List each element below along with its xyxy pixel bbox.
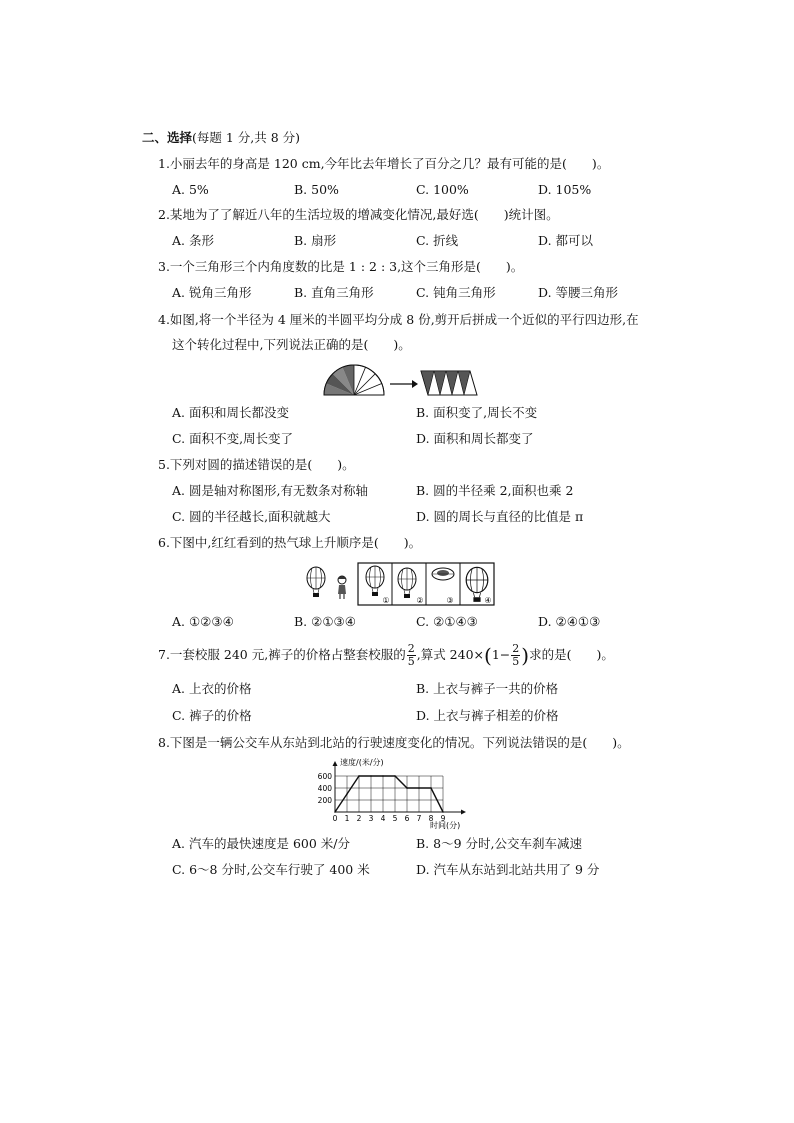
q6-option-d[interactable]: D. ②④①③	[538, 614, 601, 629]
data-point	[418, 787, 420, 789]
q4-option-b[interactable]: B. 面积变了,周长不变	[416, 405, 538, 420]
q7-option-a[interactable]: A. 上衣的价格	[172, 681, 252, 696]
q2-option-c[interactable]: C. 折线	[416, 233, 459, 248]
q7-fraction-2	[511, 643, 520, 668]
q7-stem-b: ,算式 240×	[416, 647, 484, 662]
x-tick-label: 3	[368, 814, 374, 823]
x-tick-label: 7	[416, 814, 422, 823]
x-tick-label: 2	[356, 814, 362, 823]
data-point	[370, 775, 372, 777]
q1-option-d[interactable]: D. 105%	[538, 182, 592, 197]
q5-option-d[interactable]: D. 圆的周长与直径的比值是 π	[416, 509, 584, 524]
q2-option-d[interactable]: D. 都可以	[538, 233, 594, 248]
question-7-stem	[158, 642, 614, 668]
q6-option-a[interactable]: A. ①②③④	[172, 614, 234, 629]
question-2-stem: 2.某地为了了解近八年的生活垃圾的增减变化情况,最好选( )统计图。	[158, 207, 559, 222]
q8-option-c[interactable]: C. 6～8 分时,公交车行驶了 400 米	[172, 862, 370, 877]
q2-option-a[interactable]: A. 条形	[172, 233, 214, 248]
q6-option-c[interactable]: C. ②①④③	[416, 614, 478, 629]
panel-label-2: ②	[416, 596, 424, 605]
x-tick-label: 9	[440, 814, 446, 823]
x-tick-label: 0	[332, 814, 338, 823]
q7-stem-c: 求的是( )。	[529, 647, 614, 662]
y-tick-label: 200	[317, 796, 332, 805]
q1-option-c[interactable]: C. 100%	[416, 182, 469, 197]
q7-frac1-num: 2	[407, 642, 415, 655]
data-point	[346, 793, 348, 795]
panel-label-3: ③	[446, 596, 454, 605]
q8-option-a[interactable]: A. 汽车的最快速度是 600 米/分	[172, 836, 350, 851]
question-4-stem-line2: 这个转化过程中,下列说法正确的是( )。	[172, 337, 411, 352]
q2-option-b[interactable]: B. 扇形	[294, 233, 337, 248]
q5-option-a[interactable]: A. 圆是轴对称图形,有无数条对称轴	[172, 483, 368, 498]
q7-option-d[interactable]: D. 上衣与裤子相差的价格	[416, 708, 559, 723]
q7-option-b[interactable]: B. 上衣与裤子一共的价格	[416, 681, 559, 696]
q6-option-b[interactable]: B. ②①③④	[294, 614, 356, 629]
panel-label-1: ①	[382, 596, 390, 605]
q1-option-b[interactable]: B. 50%	[294, 182, 339, 197]
balloon-panels	[358, 563, 494, 605]
data-point	[334, 811, 336, 813]
series-line	[335, 776, 443, 812]
q1-option-a[interactable]: A. 5%	[172, 182, 209, 197]
chart-grid	[335, 776, 443, 812]
question-1-stem: 1.小丽去年的身高是 120 cm,今年比去年增长了百分之几？最有可能的是( )。	[158, 156, 610, 171]
x-tick-label: 5	[392, 814, 398, 823]
q7-one-minus: 1−	[491, 647, 511, 662]
q7-frac1-den: 5	[407, 655, 415, 668]
chart-ylabel: 速度/(米/分)	[340, 758, 384, 767]
question-4-stem-line1: 4.如图,将一个半径为 4 厘米的半圆平均分成 8 份,剪开后拼成一个近似的平行四边形,在	[158, 312, 639, 327]
parallelogram-icon	[421, 371, 477, 395]
x-tick-label: 6	[404, 814, 410, 823]
q7-frac2-num: 2	[512, 642, 520, 655]
q8-option-d[interactable]: D. 汽车从东站到北站共用了 9 分	[416, 862, 600, 877]
q7-frac2-den: 5	[512, 655, 520, 668]
q4-option-d[interactable]: D. 面积和周长都变了	[416, 431, 534, 446]
chart-xlabel: 时间(分)	[430, 821, 461, 830]
y-tick-label: 400	[317, 784, 332, 793]
speed-chart	[300, 755, 470, 831]
q3-option-d[interactable]: D. 等腰三角形	[538, 285, 619, 300]
data-point	[406, 787, 408, 789]
semicircle-icon	[324, 365, 384, 395]
q3-option-a[interactable]: A. 锐角三角形	[172, 285, 252, 300]
right-arrow-icon	[390, 380, 418, 388]
question-3-stem: 3.一个三角形三个内角度数的比是 1 : 2 : 3,这个三角形是( )。	[158, 259, 524, 274]
chart-series	[334, 775, 444, 813]
x-axis-arrow-icon	[461, 810, 466, 815]
x-tick-label: 1	[344, 814, 350, 823]
q7-option-c[interactable]: C. 裤子的价格	[172, 708, 252, 723]
q3-option-c[interactable]: C. 钝角三角形	[416, 285, 496, 300]
q3-option-b[interactable]: B. 直角三角形	[294, 285, 374, 300]
q8-option-b[interactable]: B. 8～9 分时,公交车刹车减速	[416, 836, 582, 851]
q5-option-b[interactable]: B. 圆的半径乘 2,面积也乘 2	[416, 483, 574, 498]
x-tick-label: 4	[380, 814, 386, 823]
q7-paren-left: (	[484, 643, 492, 668]
data-point	[442, 811, 444, 813]
question-6-stem: 6.下图中,红红看到的热气球上升顺序是( )。	[158, 535, 422, 550]
chart-ticks	[318, 772, 446, 823]
question-8-stem: 8.下图是一辆公交车从东站到北站的行驶速度变化的情况。下列说法错误的是( )。	[158, 735, 630, 750]
y-axis-arrow-icon	[333, 761, 338, 766]
q4-option-a[interactable]: A. 面积和周长都没变	[172, 405, 289, 420]
balloon-icon	[307, 567, 325, 597]
q7-stem-a: 7.一套校服 240 元,裤子的价格占整套校服的	[158, 647, 406, 662]
y-tick-label: 600	[317, 772, 332, 781]
q5-option-c[interactable]: C. 圆的半径越长,面积就越大	[172, 509, 331, 524]
question-5-stem: 5.下列对圆的描述错误的是( )。	[158, 457, 355, 472]
q4-option-c[interactable]: C. 面积不变,周长变了	[172, 431, 294, 446]
data-point	[430, 787, 432, 789]
balloon-figure	[302, 560, 498, 608]
q7-paren-right: )	[521, 643, 530, 668]
q7-fraction-1	[407, 643, 416, 668]
data-point	[382, 775, 384, 777]
semicircle-figure	[320, 362, 490, 400]
section-title-text: 二、选择	[142, 130, 193, 145]
panel-label-4: ④	[484, 596, 492, 605]
girl-icon	[338, 576, 346, 599]
section-title	[142, 130, 300, 146]
section-note: (每题 1 分,共 8 分)	[192, 130, 301, 145]
x-tick-label: 8	[428, 814, 434, 823]
data-point	[394, 775, 396, 777]
data-point	[358, 775, 360, 777]
